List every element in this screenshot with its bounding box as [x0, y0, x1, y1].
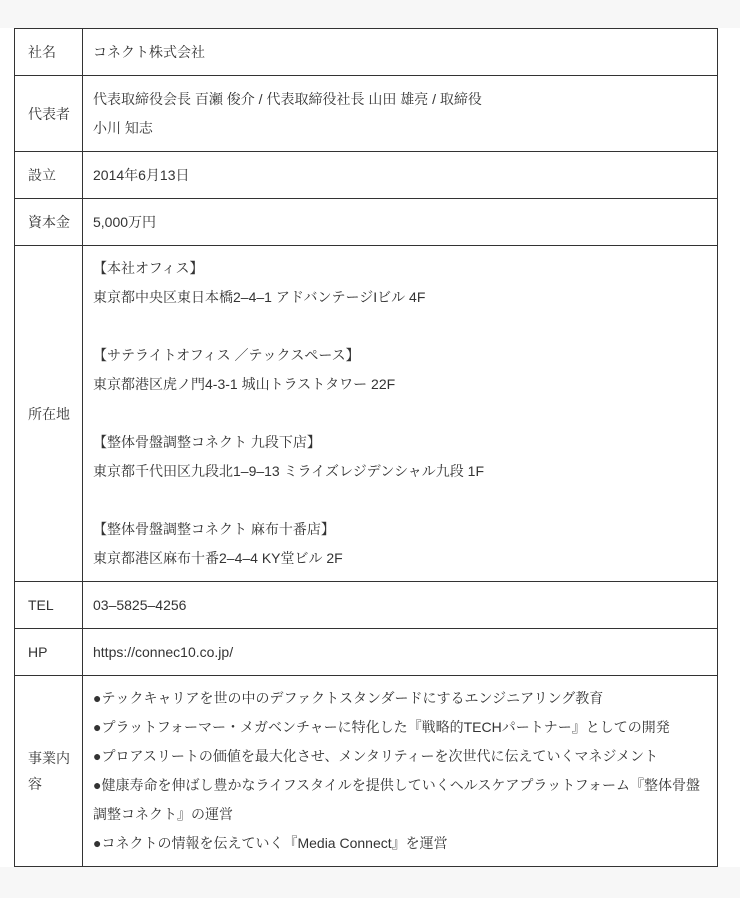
- company-profile-section: [0, 28, 740, 867]
- office-heading: 【サテライトオフィス ／テックスペース】: [93, 347, 360, 363]
- office-heading: 【本社オフィス】: [93, 260, 204, 276]
- office-address: 東京都中央区東日本橋2–4–1 アドバンテージIビル 4F: [93, 289, 426, 305]
- row-value-company-name: [83, 29, 718, 76]
- table-row-established: [15, 152, 718, 199]
- table-row-capital: [15, 199, 718, 246]
- business-item: ●健康寿命を伸ばし豊かなライフスタイルを提供していくヘルスケアプラットフォーム『整体骨盤調整コネクト』の運営: [93, 777, 700, 822]
- blank-line: [93, 312, 703, 341]
- table-row-business: [15, 676, 718, 867]
- row-value-capital: [83, 199, 718, 246]
- cell-line: 代表取締役会長 百瀬 俊介 / 代表取締役社長 山田 雄亮 / 取締役: [93, 90, 482, 107]
- office-address: 東京都港区麻布十番2–4–4 KY堂ビル 2F: [93, 550, 343, 566]
- blank-line: [93, 486, 703, 515]
- cell-line: コネクト株式会社: [93, 43, 205, 60]
- row-label-tel: TEL: [15, 582, 83, 629]
- business-item: ●コネクトの情報を伝えていく『Media Connect』を運営: [93, 835, 448, 851]
- cell-line: 小川 知志: [93, 119, 153, 136]
- cell-line: 5,000万円: [93, 213, 157, 230]
- table-row-company-name: [15, 29, 718, 76]
- row-label-company-name: 社名: [15, 29, 83, 76]
- row-value-business: [83, 676, 718, 867]
- row-label-locations: 所在地: [15, 246, 83, 582]
- blank-line: [93, 399, 703, 428]
- row-label-capital: 資本金: [15, 199, 83, 246]
- row-value-tel: [83, 582, 718, 629]
- phone-number: 03–5825–4256: [93, 596, 187, 613]
- row-label-established: 設立: [15, 152, 83, 199]
- company-info-table: [14, 28, 718, 867]
- row-label-business: 事業内容: [15, 676, 83, 867]
- cell-line: 2014年6月13日: [93, 166, 190, 183]
- office-address: 東京都千代田区九段北1–9–13 ミライズレジデンシャル九段 1F: [93, 463, 485, 479]
- table-row-representatives: [15, 76, 718, 152]
- row-label-representatives: 代表者: [15, 76, 83, 152]
- business-item: ●プラットフォーマー・メガベンチャーに特化した『戦略的TECHパートナー』としての開発: [93, 719, 670, 735]
- table-row-tel: [15, 582, 718, 629]
- row-value-established: [83, 152, 718, 199]
- bottom-background-band: [0, 867, 740, 898]
- row-value-representatives: [83, 76, 718, 152]
- row-value-locations: [83, 246, 718, 582]
- homepage-url: https://connec10.co.jp/: [93, 643, 234, 660]
- office-heading: 【整体骨盤調整コネクト 九段下店】: [93, 434, 321, 450]
- table-row-locations: [15, 246, 718, 582]
- office-heading: 【整体骨盤調整コネクト 麻布十番店】: [93, 521, 335, 537]
- office-address: 東京都港区虎ノ門4-3-1 城山トラストタワー 22F: [93, 376, 396, 392]
- business-item: ●テックキャリアを世の中のデファクトスタンダードにするエンジニアリング教育: [93, 690, 604, 706]
- row-value-homepage: [83, 629, 718, 676]
- business-item: ●プロアスリートの価値を最大化させ、メンタリティーを次世代に伝えていくマネジメント: [93, 748, 659, 764]
- top-background-band: [0, 0, 740, 28]
- table-row-homepage: [15, 629, 718, 676]
- row-label-homepage: HP: [15, 629, 83, 676]
